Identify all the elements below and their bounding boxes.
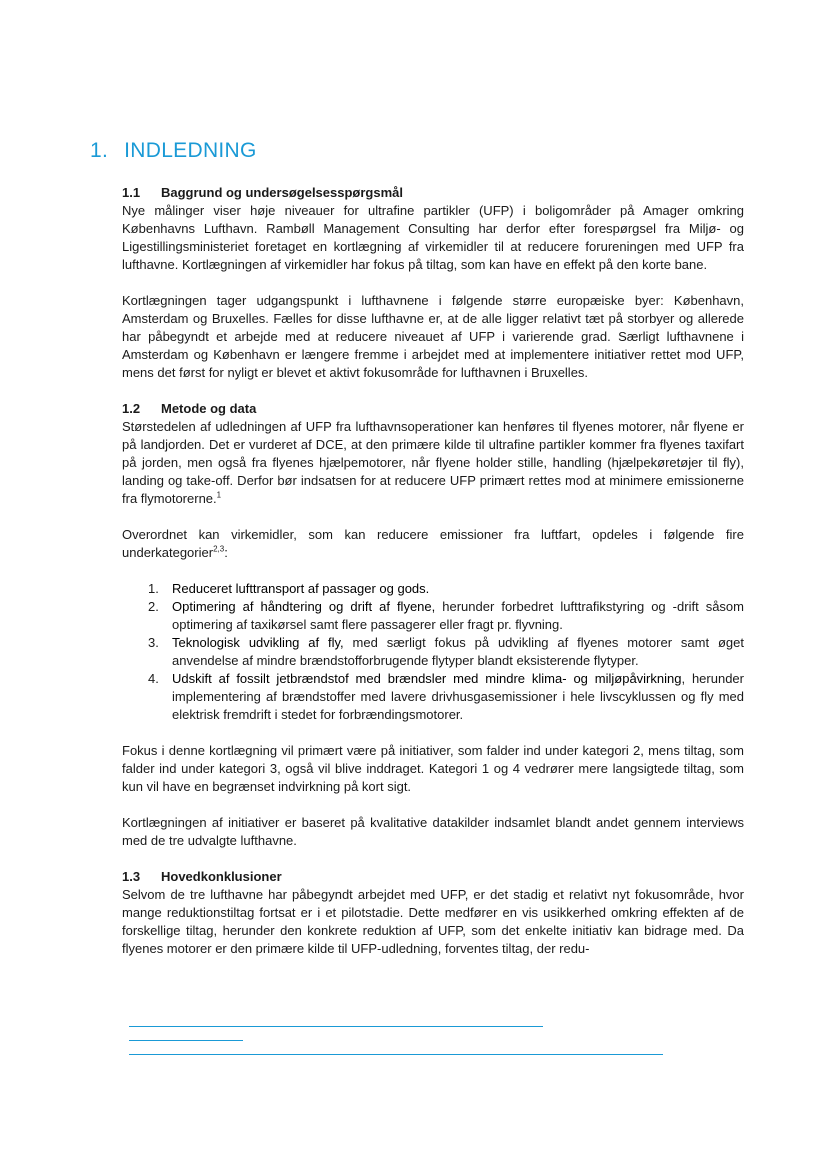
list-item-lead: Teknologisk udvikling af fly, (172, 635, 344, 650)
list-number: 1. (148, 581, 159, 596)
section-heading-1-3 (122, 868, 744, 886)
paragraph-text: Overordnet kan virkemidler, som kan reducere emissioner fra luftfart, opdeles i følgende fire underkategorier (122, 527, 744, 560)
footnote-link-1[interactable] (129, 1026, 543, 1027)
chapter-title: INDLEDNING (124, 139, 257, 162)
footnote-links (129, 1026, 663, 1068)
paragraph: Kortlægningen af initiativer er baseret på kvalitative datakilder indsamlet blandt andet gennem interviews med de tre udvalgte lufthavne. (122, 815, 744, 848)
footnote-ref: 1 (216, 490, 222, 500)
list-item-text: herunder forbedret lufttrafikstyring og -drift såsom optimering af taxikørsel samt flere passagerer eller fragt pr. flyvning. (172, 599, 744, 632)
section-title: Metode og data (161, 401, 257, 416)
paragraph: Kortlægningen tager udgangspunkt i lufthavnene i følgende større europæiske byer: København, Amsterdam og Bruxelles. Fælles for disse lufthavne er, at de alle ligger relativt tæt på storbyer og allerede har påbegyndt et arbejde med at reducere niveauet af UFP i varierende grad. Særligt lufthavnene i Amsterdam og København er længere fremme i arbejdet med at implementere initiativer rettet mod UFP, mens det først for nyligt er blevet et aktivt fokusområde for lufthavnen i Bruxelles. (122, 293, 744, 380)
list-item-lead: Reduceret lufttransport af passager og gods. (172, 581, 430, 596)
paragraph (122, 418, 744, 508)
section-number: 1.2 (122, 401, 141, 416)
paragraph-text: Størstedelen af udledningen af UFP fra lufthavnsoperationer kan henføres til flyenes motorer, når flyene er på landjorden. Det er vurderet af DCE, at den primære kilde til ultrafine partikler kommer fra flyenes taxifart på jorden, men også fra flyenes hjælpemotorer, når flyene holder stille, handling (hjælpekøretøjer til fly), landing og take-off. Derfor bør indsatsen for at reducere UFP primært rettes mod at minimere emissionerne fra flymotorerne. (122, 419, 744, 506)
list-number: 2. (148, 599, 159, 614)
list-number: 3. (148, 635, 159, 650)
chapter-number: 1. (90, 139, 109, 162)
footnote-ref: 2,3 (213, 544, 225, 554)
paragraph: Selvom de tre lufthavne har påbegyndt arbejdet med UFP, er det stadig et relativt nyt fokusområde, hvor mange reduktionstiltag fortsat er i et pilotstadie. Dette medfører en vis usikkerhed omkring effekten af de forskellige tiltag, herunder den konkrete reduktion af UFP, som det enkelte initiativ kan bidrage med. Da flyenes motorer er den primære kilde til UFP-udledning, forventes tiltag, der redu- (122, 887, 744, 956)
section-title: Hovedkonklusioner (161, 869, 282, 884)
section-title: Baggrund og undersøgelsesspørgsmål (161, 185, 403, 200)
section-heading-1-1 (122, 184, 744, 202)
paragraph: Nye målinger viser høje niveauer for ultrafine partikler (UFP) i boligområder på Amager omkring Københavns Lufthavn. Rambøll Management Consulting har derfor efter forespørgsel fra Miljø- og Ligestillingsministeriet foretaget en kortlægning af virkemidler til at reducere forureningen med UFP fra lufthavne. Kortlægningen af virkemidler har fokus på tiltag, som kan have en effekt på den korte bane. (122, 203, 744, 272)
footnote-link-3[interactable] (129, 1054, 663, 1055)
section-number: 1.1 (122, 185, 141, 200)
list-item-text: , herunder implementering af brændstoffer med lavere drivhusgasemissioner i hele livscyklussen og fly med elektrisk fremdrift i stedet for forbrændingsmotorer. (172, 671, 744, 722)
section-number: 1.3 (122, 869, 141, 884)
paragraph: Fokus i denne kortlægning vil primært være på initiativer, som falder ind under kategori 2, mens tiltag, som falder ind under kategori 3, også vil blive inddraget. Kategori 1 og 4 vedrører mere langsigtede tiltag, som kun vil have en begrænset indvirkning på kort sigt. (122, 743, 744, 794)
list-item (148, 670, 744, 724)
list-number: 4. (148, 671, 159, 686)
section-heading-1-2 (122, 400, 744, 418)
body-content (122, 184, 744, 958)
footnote-link-2[interactable] (129, 1040, 243, 1041)
paragraph (122, 526, 744, 562)
list-item (148, 634, 744, 670)
list-item (148, 598, 744, 634)
list-item (148, 580, 744, 598)
list-item-lead: Udskift af fossilt jetbrændstof med brændsler med mindre klima- og miljøpåvirkning (172, 671, 682, 686)
chapter-heading (90, 139, 257, 163)
list-item-text: med særligt fokus på udvikling af flyenes motorer samt øget anvendelse af mindre brændstofforbrugende flytyper blandt eksisterende flytyper. (172, 635, 744, 668)
punctuation: : (224, 545, 228, 560)
list-item-lead: Optimering af håndtering og drift af flyene, (172, 599, 436, 614)
category-list (148, 580, 744, 724)
